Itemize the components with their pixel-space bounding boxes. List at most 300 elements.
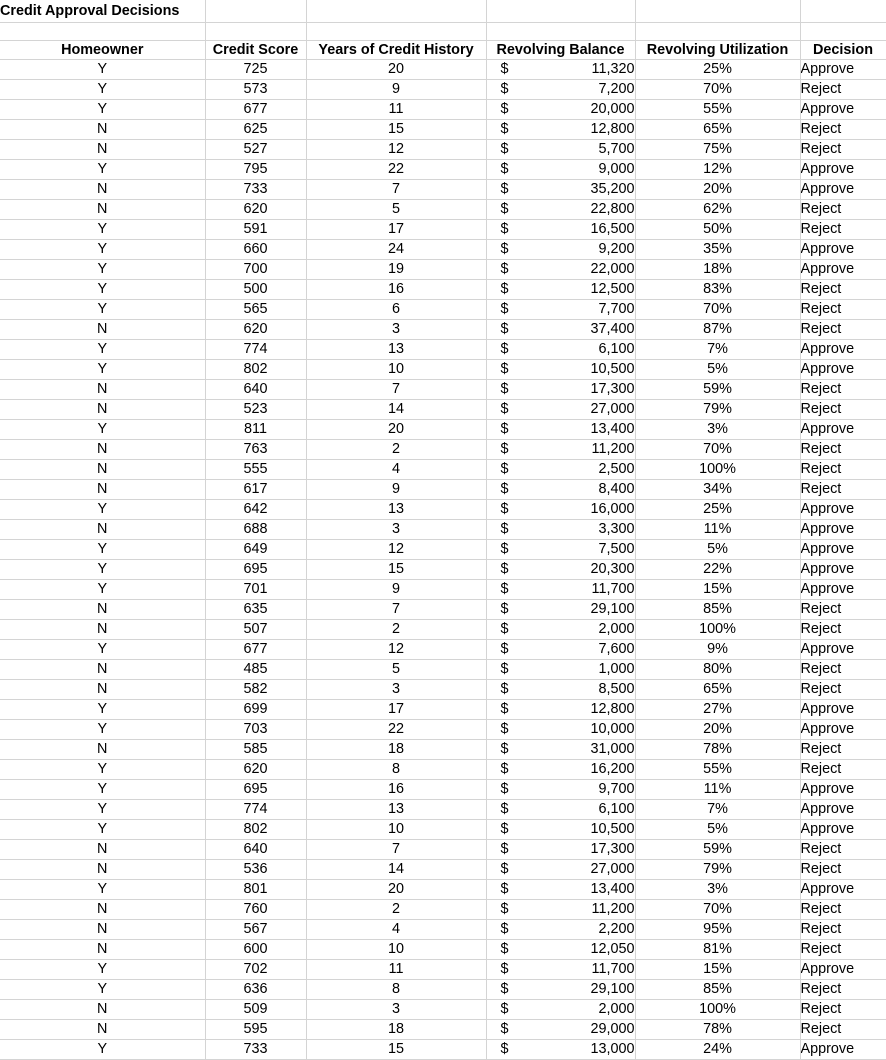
empty-cell[interactable]: [635, 22, 800, 40]
cell-decision[interactable]: Approve: [800, 499, 886, 519]
cell-credit-score[interactable]: 617: [205, 479, 306, 499]
cell-years-of-credit-history[interactable]: 17: [306, 219, 486, 239]
cell-decision[interactable]: Approve: [800, 419, 886, 439]
cell-revolving-utilization[interactable]: 59%: [635, 379, 800, 399]
cell-credit-score[interactable]: 620: [205, 319, 306, 339]
cell-homeowner[interactable]: Y: [0, 879, 205, 899]
cell-credit-score[interactable]: 700: [205, 259, 306, 279]
cell-decision[interactable]: Reject: [800, 199, 886, 219]
cell-years-of-credit-history[interactable]: 13: [306, 799, 486, 819]
cell-credit-score[interactable]: 582: [205, 679, 306, 699]
cell-revolving-balance[interactable]: [486, 239, 635, 259]
cell-revolving-balance[interactable]: [486, 879, 635, 899]
cell-credit-score[interactable]: 774: [205, 799, 306, 819]
cell-homeowner[interactable]: N: [0, 839, 205, 859]
cell-years-of-credit-history[interactable]: 11: [306, 99, 486, 119]
cell-revolving-balance[interactable]: [486, 419, 635, 439]
cell-homeowner[interactable]: Y: [0, 299, 205, 319]
cell-credit-score[interactable]: 565: [205, 299, 306, 319]
cell-revolving-balance[interactable]: [486, 839, 635, 859]
cell-revolving-utilization[interactable]: 35%: [635, 239, 800, 259]
cell-decision[interactable]: Reject: [800, 459, 886, 479]
header-credit-score[interactable]: Credit Score: [205, 40, 306, 59]
cell-homeowner[interactable]: Y: [0, 819, 205, 839]
cell-revolving-utilization[interactable]: 87%: [635, 319, 800, 339]
cell-revolving-balance[interactable]: [486, 359, 635, 379]
cell-credit-score[interactable]: 795: [205, 159, 306, 179]
cell-credit-score[interactable]: 677: [205, 99, 306, 119]
empty-cell[interactable]: [205, 22, 306, 40]
cell-credit-score[interactable]: 585: [205, 739, 306, 759]
cell-revolving-utilization[interactable]: 50%: [635, 219, 800, 239]
cell-revolving-utilization[interactable]: 79%: [635, 859, 800, 879]
cell-years-of-credit-history[interactable]: 5: [306, 199, 486, 219]
cell-homeowner[interactable]: Y: [0, 79, 205, 99]
cell-homeowner[interactable]: Y: [0, 719, 205, 739]
cell-homeowner[interactable]: N: [0, 619, 205, 639]
cell-revolving-balance[interactable]: [486, 399, 635, 419]
cell-decision[interactable]: Approve: [800, 519, 886, 539]
cell-homeowner[interactable]: Y: [0, 759, 205, 779]
cell-credit-score[interactable]: 801: [205, 879, 306, 899]
cell-revolving-balance[interactable]: [486, 819, 635, 839]
cell-homeowner[interactable]: Y: [0, 279, 205, 299]
cell-decision[interactable]: Approve: [800, 819, 886, 839]
cell-decision[interactable]: Approve: [800, 59, 886, 79]
cell-revolving-utilization[interactable]: 80%: [635, 659, 800, 679]
cell-years-of-credit-history[interactable]: 7: [306, 839, 486, 859]
cell-homeowner[interactable]: Y: [0, 779, 205, 799]
cell-decision[interactable]: Approve: [800, 699, 886, 719]
cell-revolving-balance[interactable]: [486, 519, 635, 539]
cell-decision[interactable]: Approve: [800, 259, 886, 279]
cell-homeowner[interactable]: Y: [0, 559, 205, 579]
cell-homeowner[interactable]: N: [0, 1019, 205, 1039]
cell-revolving-balance[interactable]: [486, 699, 635, 719]
cell-revolving-utilization[interactable]: 20%: [635, 179, 800, 199]
cell-revolving-utilization[interactable]: 22%: [635, 559, 800, 579]
cell-revolving-balance[interactable]: [486, 579, 635, 599]
cell-revolving-utilization[interactable]: 78%: [635, 739, 800, 759]
cell-years-of-credit-history[interactable]: 6: [306, 299, 486, 319]
header-decision[interactable]: Decision: [800, 40, 886, 59]
cell-revolving-balance[interactable]: [486, 1019, 635, 1039]
cell-revolving-balance[interactable]: [486, 439, 635, 459]
cell-revolving-balance[interactable]: [486, 679, 635, 699]
cell-decision[interactable]: Reject: [800, 859, 886, 879]
cell-revolving-utilization[interactable]: 65%: [635, 679, 800, 699]
cell-homeowner[interactable]: Y: [0, 419, 205, 439]
cell-years-of-credit-history[interactable]: 24: [306, 239, 486, 259]
cell-credit-score[interactable]: 485: [205, 659, 306, 679]
cell-years-of-credit-history[interactable]: 15: [306, 559, 486, 579]
cell-years-of-credit-history[interactable]: 14: [306, 859, 486, 879]
cell-decision[interactable]: Approve: [800, 359, 886, 379]
cell-revolving-utilization[interactable]: 25%: [635, 59, 800, 79]
cell-homeowner[interactable]: Y: [0, 699, 205, 719]
cell-years-of-credit-history[interactable]: 22: [306, 159, 486, 179]
cell-revolving-utilization[interactable]: 9%: [635, 639, 800, 659]
cell-credit-score[interactable]: 536: [205, 859, 306, 879]
cell-homeowner[interactable]: Y: [0, 239, 205, 259]
cell-years-of-credit-history[interactable]: 10: [306, 939, 486, 959]
cell-credit-score[interactable]: 636: [205, 979, 306, 999]
cell-homeowner[interactable]: Y: [0, 639, 205, 659]
cell-homeowner[interactable]: N: [0, 939, 205, 959]
cell-decision[interactable]: Approve: [800, 179, 886, 199]
cell-revolving-utilization[interactable]: 59%: [635, 839, 800, 859]
cell-homeowner[interactable]: N: [0, 179, 205, 199]
cell-revolving-utilization[interactable]: 24%: [635, 1039, 800, 1059]
cell-homeowner[interactable]: N: [0, 679, 205, 699]
cell-homeowner[interactable]: N: [0, 739, 205, 759]
cell-years-of-credit-history[interactable]: 3: [306, 519, 486, 539]
cell-decision[interactable]: Approve: [800, 339, 886, 359]
cell-homeowner[interactable]: Y: [0, 219, 205, 239]
cell-years-of-credit-history[interactable]: 8: [306, 759, 486, 779]
cell-revolving-balance[interactable]: [486, 919, 635, 939]
header-years-of-credit-history[interactable]: Years of Credit History: [306, 40, 486, 59]
cell-decision[interactable]: Approve: [800, 539, 886, 559]
sheet-title[interactable]: Credit Approval Decisions: [0, 0, 205, 22]
cell-decision[interactable]: Reject: [800, 679, 886, 699]
cell-revolving-balance[interactable]: [486, 159, 635, 179]
cell-years-of-credit-history[interactable]: 10: [306, 819, 486, 839]
cell-revolving-balance[interactable]: [486, 719, 635, 739]
empty-cell[interactable]: [486, 22, 635, 40]
cell-revolving-utilization[interactable]: 70%: [635, 899, 800, 919]
cell-decision[interactable]: Reject: [800, 839, 886, 859]
cell-revolving-balance[interactable]: [486, 259, 635, 279]
cell-credit-score[interactable]: 701: [205, 579, 306, 599]
cell-credit-score[interactable]: 763: [205, 439, 306, 459]
cell-credit-score[interactable]: 523: [205, 399, 306, 419]
cell-credit-score[interactable]: 640: [205, 839, 306, 859]
cell-revolving-balance[interactable]: [486, 459, 635, 479]
cell-years-of-credit-history[interactable]: 20: [306, 879, 486, 899]
cell-homeowner[interactable]: N: [0, 519, 205, 539]
cell-decision[interactable]: Reject: [800, 659, 886, 679]
cell-homeowner[interactable]: N: [0, 919, 205, 939]
empty-cell[interactable]: [800, 0, 886, 22]
cell-credit-score[interactable]: 688: [205, 519, 306, 539]
cell-credit-score[interactable]: 640: [205, 379, 306, 399]
cell-credit-score[interactable]: 555: [205, 459, 306, 479]
cell-homeowner[interactable]: N: [0, 379, 205, 399]
cell-years-of-credit-history[interactable]: 12: [306, 539, 486, 559]
cell-revolving-balance[interactable]: [486, 1039, 635, 1059]
cell-decision[interactable]: Reject: [800, 739, 886, 759]
cell-homeowner[interactable]: N: [0, 139, 205, 159]
cell-years-of-credit-history[interactable]: 2: [306, 899, 486, 919]
cell-decision[interactable]: Reject: [800, 599, 886, 619]
cell-revolving-balance[interactable]: [486, 939, 635, 959]
cell-years-of-credit-history[interactable]: 7: [306, 179, 486, 199]
header-revolving-utilization[interactable]: Revolving Utilization: [635, 40, 800, 59]
cell-decision[interactable]: Reject: [800, 439, 886, 459]
cell-homeowner[interactable]: N: [0, 199, 205, 219]
cell-years-of-credit-history[interactable]: 13: [306, 499, 486, 519]
cell-credit-score[interactable]: 591: [205, 219, 306, 239]
cell-decision[interactable]: Reject: [800, 999, 886, 1019]
empty-cell[interactable]: [800, 22, 886, 40]
cell-homeowner[interactable]: N: [0, 999, 205, 1019]
cell-years-of-credit-history[interactable]: 16: [306, 779, 486, 799]
cell-revolving-utilization[interactable]: 55%: [635, 99, 800, 119]
cell-decision[interactable]: Approve: [800, 959, 886, 979]
cell-credit-score[interactable]: 567: [205, 919, 306, 939]
cell-decision[interactable]: Approve: [800, 1039, 886, 1059]
cell-credit-score[interactable]: 695: [205, 559, 306, 579]
header-revolving-balance[interactable]: Revolving Balance: [486, 40, 635, 59]
cell-years-of-credit-history[interactable]: 20: [306, 419, 486, 439]
cell-revolving-utilization[interactable]: 100%: [635, 459, 800, 479]
cell-years-of-credit-history[interactable]: 22: [306, 719, 486, 739]
cell-homeowner[interactable]: N: [0, 399, 205, 419]
cell-credit-score[interactable]: 760: [205, 899, 306, 919]
cell-years-of-credit-history[interactable]: 9: [306, 79, 486, 99]
cell-decision[interactable]: Approve: [800, 639, 886, 659]
cell-years-of-credit-history[interactable]: 15: [306, 119, 486, 139]
cell-homeowner[interactable]: Y: [0, 579, 205, 599]
cell-credit-score[interactable]: 703: [205, 719, 306, 739]
cell-revolving-balance[interactable]: [486, 379, 635, 399]
cell-revolving-utilization[interactable]: 12%: [635, 159, 800, 179]
cell-decision[interactable]: Approve: [800, 719, 886, 739]
cell-revolving-utilization[interactable]: 62%: [635, 199, 800, 219]
cell-decision[interactable]: Reject: [800, 759, 886, 779]
cell-credit-score[interactable]: 774: [205, 339, 306, 359]
cell-years-of-credit-history[interactable]: 3: [306, 999, 486, 1019]
cell-years-of-credit-history[interactable]: 2: [306, 439, 486, 459]
cell-revolving-balance[interactable]: [486, 959, 635, 979]
cell-credit-score[interactable]: 595: [205, 1019, 306, 1039]
cell-homeowner[interactable]: Y: [0, 499, 205, 519]
cell-revolving-balance[interactable]: [486, 59, 635, 79]
cell-decision[interactable]: Reject: [800, 479, 886, 499]
cell-homeowner[interactable]: N: [0, 119, 205, 139]
cell-revolving-balance[interactable]: [486, 619, 635, 639]
cell-revolving-utilization[interactable]: 100%: [635, 619, 800, 639]
cell-credit-score[interactable]: 635: [205, 599, 306, 619]
cell-revolving-balance[interactable]: [486, 279, 635, 299]
cell-revolving-utilization[interactable]: 5%: [635, 819, 800, 839]
cell-decision[interactable]: Approve: [800, 879, 886, 899]
empty-cell[interactable]: [635, 0, 800, 22]
cell-revolving-balance[interactable]: [486, 319, 635, 339]
cell-decision[interactable]: Reject: [800, 379, 886, 399]
cell-years-of-credit-history[interactable]: 20: [306, 59, 486, 79]
cell-credit-score[interactable]: 733: [205, 179, 306, 199]
cell-decision[interactable]: Reject: [800, 219, 886, 239]
cell-revolving-utilization[interactable]: 70%: [635, 439, 800, 459]
cell-decision[interactable]: Reject: [800, 939, 886, 959]
cell-homeowner[interactable]: N: [0, 319, 205, 339]
cell-decision[interactable]: Reject: [800, 1019, 886, 1039]
cell-credit-score[interactable]: 677: [205, 639, 306, 659]
empty-cell[interactable]: [486, 0, 635, 22]
cell-decision[interactable]: Approve: [800, 159, 886, 179]
cell-revolving-utilization[interactable]: 83%: [635, 279, 800, 299]
cell-decision[interactable]: Reject: [800, 279, 886, 299]
cell-revolving-balance[interactable]: [486, 639, 635, 659]
cell-revolving-utilization[interactable]: 100%: [635, 999, 800, 1019]
cell-years-of-credit-history[interactable]: 17: [306, 699, 486, 719]
cell-years-of-credit-history[interactable]: 9: [306, 479, 486, 499]
cell-revolving-utilization[interactable]: 11%: [635, 779, 800, 799]
cell-revolving-utilization[interactable]: 20%: [635, 719, 800, 739]
cell-homeowner[interactable]: Y: [0, 539, 205, 559]
cell-credit-score[interactable]: 733: [205, 1039, 306, 1059]
cell-revolving-balance[interactable]: [486, 899, 635, 919]
cell-revolving-utilization[interactable]: 34%: [635, 479, 800, 499]
cell-homeowner[interactable]: N: [0, 859, 205, 879]
cell-credit-score[interactable]: 527: [205, 139, 306, 159]
cell-revolving-utilization[interactable]: 70%: [635, 79, 800, 99]
cell-revolving-balance[interactable]: [486, 79, 635, 99]
cell-revolving-utilization[interactable]: 79%: [635, 399, 800, 419]
cell-years-of-credit-history[interactable]: 13: [306, 339, 486, 359]
cell-years-of-credit-history[interactable]: 3: [306, 679, 486, 699]
cell-revolving-utilization[interactable]: 15%: [635, 579, 800, 599]
cell-revolving-utilization[interactable]: 3%: [635, 419, 800, 439]
cell-decision[interactable]: Reject: [800, 919, 886, 939]
cell-revolving-balance[interactable]: [486, 799, 635, 819]
cell-credit-score[interactable]: 660: [205, 239, 306, 259]
cell-revolving-balance[interactable]: [486, 299, 635, 319]
cell-credit-score[interactable]: 725: [205, 59, 306, 79]
cell-years-of-credit-history[interactable]: 8: [306, 979, 486, 999]
cell-revolving-balance[interactable]: [486, 559, 635, 579]
cell-years-of-credit-history[interactable]: 9: [306, 579, 486, 599]
cell-decision[interactable]: Approve: [800, 239, 886, 259]
cell-homeowner[interactable]: Y: [0, 339, 205, 359]
cell-revolving-balance[interactable]: [486, 599, 635, 619]
cell-decision[interactable]: Approve: [800, 799, 886, 819]
cell-revolving-utilization[interactable]: 5%: [635, 539, 800, 559]
cell-homeowner[interactable]: Y: [0, 159, 205, 179]
cell-homeowner[interactable]: N: [0, 459, 205, 479]
cell-revolving-utilization[interactable]: 85%: [635, 979, 800, 999]
cell-revolving-balance[interactable]: [486, 859, 635, 879]
cell-years-of-credit-history[interactable]: 16: [306, 279, 486, 299]
cell-revolving-utilization[interactable]: 25%: [635, 499, 800, 519]
cell-credit-score[interactable]: 811: [205, 419, 306, 439]
cell-decision[interactable]: Reject: [800, 119, 886, 139]
cell-revolving-utilization[interactable]: 65%: [635, 119, 800, 139]
cell-revolving-balance[interactable]: [486, 219, 635, 239]
cell-homeowner[interactable]: Y: [0, 99, 205, 119]
empty-cell[interactable]: [0, 22, 205, 40]
cell-revolving-balance[interactable]: [486, 999, 635, 1019]
cell-decision[interactable]: Reject: [800, 139, 886, 159]
cell-revolving-utilization[interactable]: 7%: [635, 339, 800, 359]
cell-years-of-credit-history[interactable]: 4: [306, 459, 486, 479]
empty-cell[interactable]: [306, 0, 486, 22]
cell-decision[interactable]: Reject: [800, 79, 886, 99]
cell-revolving-utilization[interactable]: 78%: [635, 1019, 800, 1039]
cell-revolving-balance[interactable]: [486, 739, 635, 759]
empty-cell[interactable]: [205, 0, 306, 22]
cell-decision[interactable]: Approve: [800, 779, 886, 799]
cell-revolving-utilization[interactable]: 55%: [635, 759, 800, 779]
cell-years-of-credit-history[interactable]: 11: [306, 959, 486, 979]
cell-years-of-credit-history[interactable]: 7: [306, 379, 486, 399]
cell-revolving-utilization[interactable]: 27%: [635, 699, 800, 719]
cell-revolving-balance[interactable]: [486, 539, 635, 559]
cell-years-of-credit-history[interactable]: 19: [306, 259, 486, 279]
cell-revolving-balance[interactable]: [486, 479, 635, 499]
cell-revolving-utilization[interactable]: 15%: [635, 959, 800, 979]
cell-credit-score[interactable]: 620: [205, 199, 306, 219]
cell-years-of-credit-history[interactable]: 14: [306, 399, 486, 419]
cell-revolving-balance[interactable]: [486, 139, 635, 159]
cell-years-of-credit-history[interactable]: 7: [306, 599, 486, 619]
cell-revolving-balance[interactable]: [486, 979, 635, 999]
cell-years-of-credit-history[interactable]: 12: [306, 639, 486, 659]
cell-revolving-utilization[interactable]: 95%: [635, 919, 800, 939]
cell-revolving-utilization[interactable]: 7%: [635, 799, 800, 819]
cell-revolving-balance[interactable]: [486, 119, 635, 139]
cell-homeowner[interactable]: Y: [0, 259, 205, 279]
cell-credit-score[interactable]: 625: [205, 119, 306, 139]
cell-decision[interactable]: Reject: [800, 619, 886, 639]
cell-homeowner[interactable]: N: [0, 599, 205, 619]
cell-decision[interactable]: Reject: [800, 979, 886, 999]
cell-homeowner[interactable]: N: [0, 659, 205, 679]
cell-credit-score[interactable]: 620: [205, 759, 306, 779]
cell-revolving-utilization[interactable]: 70%: [635, 299, 800, 319]
cell-years-of-credit-history[interactable]: 12: [306, 139, 486, 159]
cell-decision[interactable]: Approve: [800, 559, 886, 579]
cell-credit-score[interactable]: 699: [205, 699, 306, 719]
cell-homeowner[interactable]: Y: [0, 59, 205, 79]
header-homeowner[interactable]: Homeowner: [0, 40, 205, 59]
cell-revolving-balance[interactable]: [486, 659, 635, 679]
cell-revolving-utilization[interactable]: 18%: [635, 259, 800, 279]
cell-revolving-balance[interactable]: [486, 499, 635, 519]
cell-decision[interactable]: Approve: [800, 579, 886, 599]
cell-revolving-balance[interactable]: [486, 199, 635, 219]
cell-revolving-balance[interactable]: [486, 759, 635, 779]
cell-credit-score[interactable]: 507: [205, 619, 306, 639]
cell-homeowner[interactable]: N: [0, 479, 205, 499]
cell-credit-score[interactable]: 642: [205, 499, 306, 519]
cell-years-of-credit-history[interactable]: 4: [306, 919, 486, 939]
cell-years-of-credit-history[interactable]: 18: [306, 739, 486, 759]
cell-years-of-credit-history[interactable]: 18: [306, 1019, 486, 1039]
cell-revolving-utilization[interactable]: 11%: [635, 519, 800, 539]
cell-homeowner[interactable]: N: [0, 899, 205, 919]
cell-decision[interactable]: Reject: [800, 399, 886, 419]
cell-credit-score[interactable]: 802: [205, 359, 306, 379]
cell-years-of-credit-history[interactable]: 15: [306, 1039, 486, 1059]
cell-years-of-credit-history[interactable]: 2: [306, 619, 486, 639]
cell-homeowner[interactable]: Y: [0, 799, 205, 819]
cell-credit-score[interactable]: 649: [205, 539, 306, 559]
cell-revolving-balance[interactable]: [486, 779, 635, 799]
cell-revolving-balance[interactable]: [486, 339, 635, 359]
cell-years-of-credit-history[interactable]: 3: [306, 319, 486, 339]
cell-credit-score[interactable]: 573: [205, 79, 306, 99]
cell-credit-score[interactable]: 509: [205, 999, 306, 1019]
cell-decision[interactable]: Reject: [800, 899, 886, 919]
cell-credit-score[interactable]: 802: [205, 819, 306, 839]
cell-revolving-utilization[interactable]: 85%: [635, 599, 800, 619]
cell-homeowner[interactable]: Y: [0, 1039, 205, 1059]
cell-revolving-utilization[interactable]: 3%: [635, 879, 800, 899]
cell-revolving-utilization[interactable]: 75%: [635, 139, 800, 159]
